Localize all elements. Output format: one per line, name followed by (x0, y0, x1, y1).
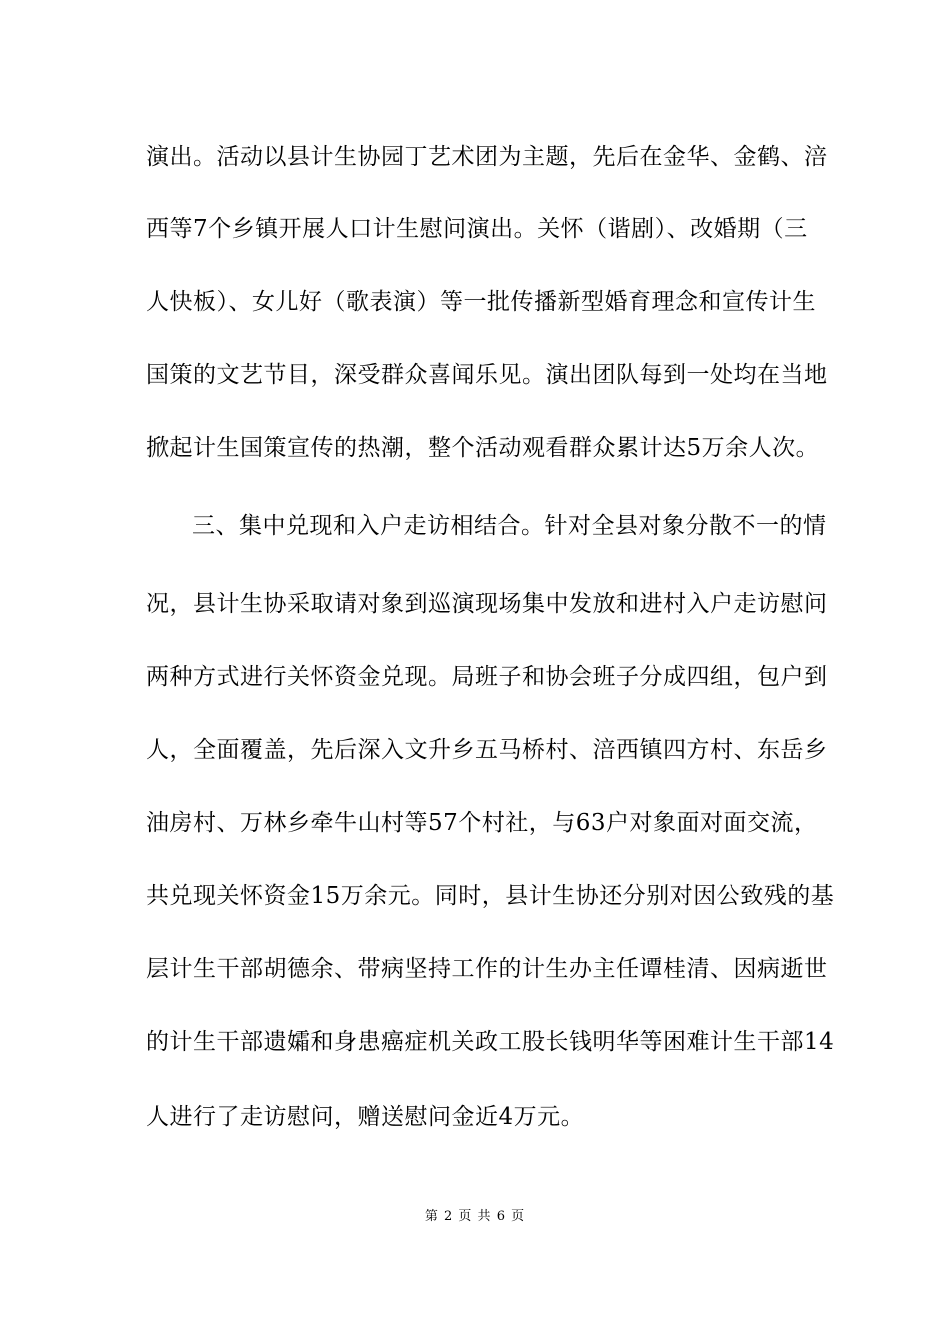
text-line-7: 况，县计生协采取请对象到巡演现场集中发放和进村入户走访慰问 (146, 591, 828, 617)
text-line-10: 油房村、万林乡牵牛山村等57个村社，与63户对象面对面交流， (146, 810, 818, 836)
text-line-9: 人，全面覆盖，先后深入文升乡五马桥村、涪西镇四方村、东岳乡 (146, 737, 828, 763)
text-line-12: 层计生干部胡德余、带病坚持工作的计生办主任谭桂清、因病逝世 (146, 956, 828, 982)
text-line-5: 掀起计生国策宣传的热潮，整个活动观看群众累计达5万余人次。 (146, 435, 820, 461)
paragraph-3-first-line: 三、集中兑现和入户走访相结合。针对全县对象分散不一的情 (192, 513, 827, 539)
text-line-8: 两种方式进行关怀资金兑现。局班子和协会班子分成四组，包户到 (146, 664, 828, 690)
text-line-1: 演出。活动以县计生协园丁艺术团为主题，先后在金华、金鹤、涪 (146, 144, 828, 170)
text-line-11: 共兑现关怀资金15万余元。同时，县计生协还分别对因公致残的基 (146, 883, 835, 909)
text-line-3: 人快板）、女儿好（歌表演）等一批传播新型婚育理念和宣传计生 (146, 289, 816, 315)
text-line-13: 的计生干部遗孀和身患癌症机关政工股长钱明华等困难计生干部14 (146, 1029, 835, 1055)
page-number-footer: 第 2 页 共 6 页 (424, 1209, 526, 1224)
text-line-14: 人进行了走访慰问，赠送慰问金近4万元。 (146, 1104, 585, 1130)
text-line-4: 国策的文艺节目，深受群众喜闻乐见。演出团队每到一处均在当地 (146, 362, 828, 388)
text-line-2: 西等7个乡镇开展人口计生慰问演出。关怀（谐剧）、改婚期（三 (146, 216, 808, 242)
